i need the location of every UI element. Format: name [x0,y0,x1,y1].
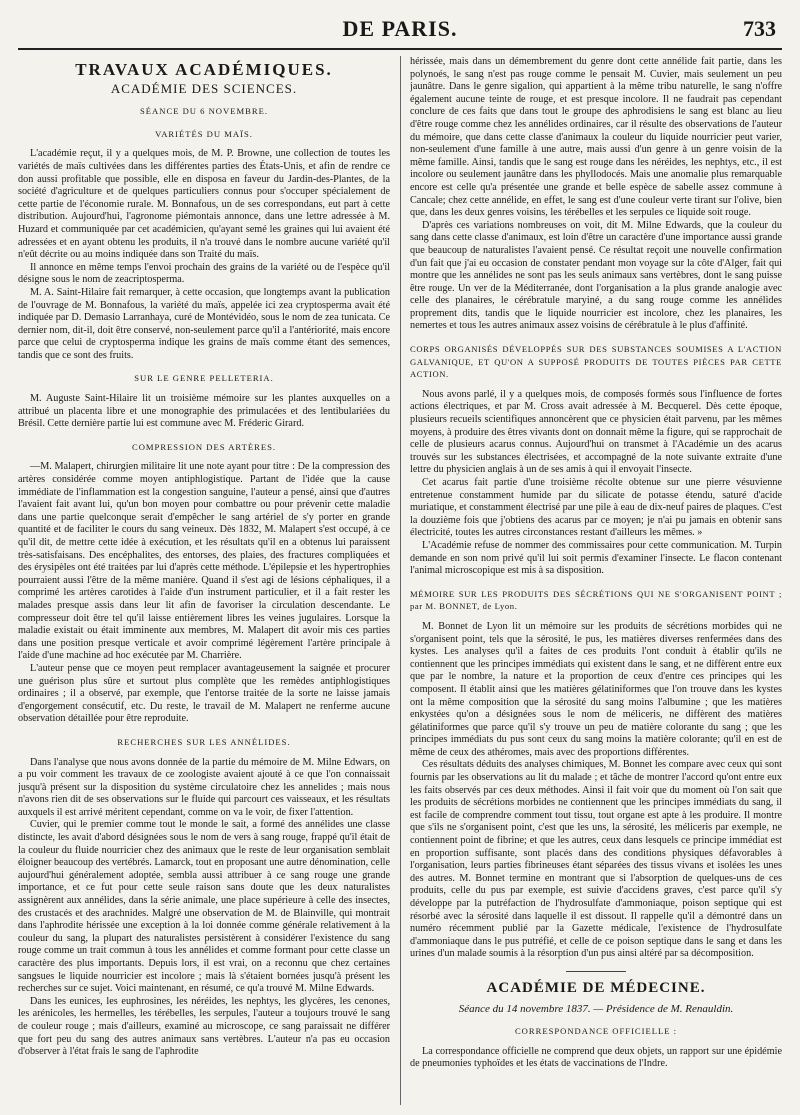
paragraph: D'après ces variations nombreuses on voit, dit M. Milne Edwards, que la couleur du sang dans cette classe d'animaux, est loin d'être un caractère d'une importance aussi grande que beaucoup de naturalistes l'avaient pensé. Ce résultat reçoit une nouvelle confirmation d'un fait que j'ai eu occasion de constater pendant mon voyage sur la côte d'Alger, fait qui montre que les annélides ne sont pas les seuls animaux sans vertèbres, dont le sang puisse être rouge. Un ver de la Méditerranée, dont l'organisation a la plus grande analogie avec celle des planaires, le cérébratule maryiné, a du sang rouge comme les annélides proprement dits, tandis que le liquide nourricier est incolore, chez les planaires, les nemertes et tous les autres animaux assez voisins de cérébratule à le plus d'affinité. [410,219,782,332]
column-divider [400,56,401,1105]
subheading-secretions: MÉMOIRE SUR LES PRODUITS DES SÉCRÉTIONS QUI NE S'ORGANISENT POINT ; par M. BONNET, de Lyon. [410,588,782,612]
paragraph: Ces résultats déduits des analyses chimiques, M. Bonnet les compare avec ceux qui sont fournis par les observations au lit du malade ; et tâche de montrer l'accord qu'ont entre eux les faits observés par ces deux méthodes. Ainsi il fait voir que du moment où l'on sait que les produits de sécrétions morbides ne contiennent que les principes immédiats du sang, il est facile de comprendre comment tout tissu, tout organe est apte à les produire. Il montre que s'ils ne s'organisent point, c'est que les uns, la sérosité, les méliceris par exemple, ne contiennent point de fibrine; et que les autres, ceux dans lesquels ce principe immédiat est en proportion suffisante, sont placés dans des conditions physiques défavorables à l'organisation, leurs parties fibrineuses étant séparées des tissus vivans et isolées les unes des autres. M. Bonnet termine en montrant que si l'absorption de quelques-uns de ces produits, celle du pus par exemple, est suivie d'accidens graves, c'est parce qu'il s'y développe par la putréfaction de l'hydrosulfate d'ammoniaque, poison septique qui est résorbé avec la sérosité dans laquelle il est dissout. Il rappelle qu'il a démontré dans un numéro récemment publié par la Gazette médicale, l'existence de l'hydrosulfate d'ammoniaque dans le pus putréfié, et celle de ce poison septique dans le sang et dans les urines d'un malade soumis à la résorption d'un pus ainsi altéré par sa décomposition. [410,759,782,960]
subheading-correspondance: CORRESPONDANCE OFFICIELLE : [514,1026,678,1037]
subheading-corps-organises: CORPS ORGANISÉS DÉVELOPPÉS SUR DES SUBSTANCES SOUMISES A L'ACTION GALVANIQUE, ET QU'ON A SUPPOSÉ PRODUITS DE TOUTES PIÈCES PAR CETTE ACTION. [410,344,782,380]
section-rule [566,971,626,972]
paragraph: M. Auguste Saint-Hilaire lit un troisième mémoire sur les plantes auxquelles on a attribué un placenta libre et une monographie des primulacées et des lentibulariées du Brésil. Cette dernière partie lui est commune avec M. Fréderic Girard. [18,393,390,430]
paragraph: Nous avons parlé, il y a quelques mois, de composés formés sous l'influence de fortes actions électriques, et par M. Cross avait adressée à M. Becquerel. Dès cette époque, plusieurs recueils scientifiques annoncèrent que ce physicien était parvenu, par les mêmes moyens, à produire des êtres vivants dont on donnait même la figure, qui se rapprochait de celle de plusieurs acarus connus. Aujourd'hui on transmet à l'Académie un des acarus trouvés sur les substances électrisées, et accompagné de la note suivante extraite d'une lettre du physicien anglais à un de ses amis à qui il envoyait l'insecte. [410,388,782,476]
paragraph: La correspondance officielle ne comprend que deux objets, un rapport sur une épidémie de pneumonies typhoïdes et les états de vaccinations de l'Indre. [410,1045,782,1070]
page-number: 733 [743,16,776,41]
right-column [410,56,782,1105]
seance-date: SÉANCE DU 6 NOVEMBRE. [140,106,268,117]
left-column [18,56,390,1105]
paragraph: Dans les eunices, les euphrosines, les néréides, les nephtys, les glycères, les cenones, les arénicoles, les hermelles, les térébelles, les serpules, l'auteur a toujours trouvé le sang de couleur rouge ; mais d'ailleurs, examiné au microscope, ce sang paraissait ne différer que fort peu du sang des autres animaux sans vertèbres. L'auteur n'a pas eu occasion d'observer à l'état frais le sang de l'aphrodite [18,995,390,1058]
paragraph: Cuvier, qui le premier comme tout le monde le sait, a formé des annélides une classe distincte, les avait d'abord désignées sous le nom de vers à sang rouge, frappé qu'il était de la couleur du fluide nourricier chez des animaux que le reste de leur organisation semblait éloigner beaucoup des vertébrés. Lamarck, tout en proposant une autre dénomination, celle aujourd'hui généralement adoptée, sembla aussi attribuer à ce sang rouge une grande importance, et ce fut pour cette seule raison sans doute que les deux naturalistes assignèrent aux annélides, dans la série animale, une place supérieure à celle des insectes, des crustacés et des arachnides. Malgré une observation de M. de Blainville, qui montrait dans l'aphrodite hérissée une exception à la loi donnée comme générale relativement à la couleur du sang, la plupart des naturalistes persistèrent à considérer l'existence du sang rouge comme un trait commun à tous les annélides et comme formant pour cette classe un caractère des plus importants. Depuis lors, il est vrai, on a reconnu que chez certaines sangsues le liquide nourricier est incolore ; mais là s'étaient bornées jusqu'à présent les recherches sur ce sujet. Voici maintenant, en résumé, ce qu'a trouvé M. Milne Edwards. [18,819,390,995]
subheading-compression: COMPRESSION DES ARTÈRES. [131,441,277,452]
header-rule [18,48,782,50]
subheading-pelleteria: SUR LE GENRE PELLETERIA. [134,373,274,384]
paragraph: L'académie reçut, il y a quelques mois, de M. P. Browne, une collection de toutes les variétés de maïs cultivées dans les différentes parties des États-Unis, et afin de rendre ce don aussi profitable que possible, elle en disposa en faveur du Jardin-des-Plantes, de la société d'agriculture et de quelques particuliers connus pour s'occuper spécialement de cette partie de l'économie rurale. M. Bonnafous, un de ses correspondans, eut part à cette distribution. Aujourd'hui, l'agronome piémontais annonce, dans une lettre adressée à M. Huzard et communiquée par cet académicien, qu'ayant semé les graines qui lui avaient été adressées et en ayant obtenu les produits, il n'a trouvé dans le nombre aucune variété qu'il n'eût décrite ou au moins indiquée dans son Traité du maïs. [18,148,390,261]
subheading-mais: VARIÉTÉS DU MAÏS. [155,128,253,139]
paragraph: Dans l'analyse que nous avons donnée de la partie du mémoire de M. Milne Edwars, on a pu voir comment les travaux de ce zoologiste avaient ajouté à ce que l'on connaissait jusqu'à présent sur la disposition du système circulatoire chez les annelides ; mais nous n'avons rien dit de ses observations sur le fluide qui parcourt ces vaisseaux, et les résultats auxquels il est arrivé méritent cependant, comme on va le voir, de fixer l'attention. [18,756,390,818]
subheading-annelides: RECHERCHES SUR LES ANNÉLIDES. [117,736,291,747]
paragraph: L'Académie refuse de nommer des commissaires pour cette communication. M. Turpin demande en son nom privé qu'il lui soit permis d'examiner l'insecte. Le flacon contenant l'animal microscopique est mis à sa disposition. [410,539,782,577]
paragraph: —M. Malapert, chirurgien militaire lit une note ayant pour titre : De la compression des artères considérée comme moyen antiphlogistique. Partant de l'idée que la cause immédiate de l'inflammation est la congestion sanguine, l'auteur a pensé, ainsi que d'autres l'avaient fait avant lui, qu'un bon moyen pour combattre ou pour prévenir cette maladie dans une partie quelconque serait d'empêcher le sang artériel de s'y porter en grande quantité et de faciliter le cours du sang veineux. Dès 1832, M. Malapert s'est occupé, à ce qu'il dit, de mettre cette idée à exécution, et les résultats qu'il en a obtenus lui paraissent très-satisfaisans. Des encéphalites, des entorses, des plaies, des fractures compliquées et des érysipèles ont été traitées par lui d'après cette méthode. L'épilepsie et les hypertrophies pourraient aussi l'être de la même manière. Quand il s'est agi de lésions céphaliques, il a comprimé les artères carotides à l'aide d'un instrument particulier, et il a fait rester les malades presque assis dans leur lit afin de favoriser la circulation descendante. Le compresseur doit être tel qu'il laisse entièrement libres les veines jugulaires. Lorsque la maladie existait ou était imminente aux membres, M. Malapert dit avoir mis ces parties dans une position presque verticale et avoir comprimé légèrement l'artère principale à l'aide d'une machine ad hoc exécutée par M. Charrière. [18,461,390,662]
paragraph: Cet acarus fait partie d'une troisième récolte obtenue sur une pierre vésuvienne entretenue constamment humide par du silicate de potasse étendu, saturé d'acide muriatique, et constamment électrisé par une pile à eau de dix-neuf paires de plaques. C'est la douzième fois que j'obtiens des acarus par ce moyen; je n'ai pu jamais en obtenir sans électricité, toutes les autres circonstances restant d'ailleurs les mêmes. » [410,477,782,539]
running-title: DE PARIS. [342,16,458,41]
paragraph: Il annonce en même temps l'envoi prochain des grains de la variété ou de l'espèce qu'il désigne sous le nom de zeacriptosperma. [18,261,390,286]
paragraph: hérissée, mais dans un démembrement du genre dont cette annélide fait partie, dans les polynoés, le sang n'est pas rouge comme le pensait M. Cuvier, mais seulement un peu jaunâtre. Dans le genre sigalion, qui appartient à la même tribu naturelle, le sang n'offre également aucune teinte de rouge, et est presque incolore. Il ne faudrait pas cependant conclure de ces faits que dans tout le groupe des aphrodisiens le sang est blanc au lieu d'être rouge comme chez les annélides ordinaires, car il résulte des observations de l'auteur du mémoire, que dans cette classe d'animaux la couleur du liquide nourricier peut varier, non-seulement d'une famille à une autre, mais aussi d'un genre à un genre voisin de la même famille. Ainsi, tandis que le sang est rouge dans les néréides, les nephtys, etc., il est incolore ou seulement jaunâtre dans les phyllodocés. Mais une anomalie plus remarquable encore est celle qu'a présentée une grande et belle espèce de sabelle assez commune à Cancale; chez cette annélide, en effet, le sang est d'une couleur verte tirant sur l'olive, bien que, dans les deux genres voisins, les térébelles et les serpules ce liquide soit rouge. [410,56,782,219]
seance-medecine: Séance du 14 novembre 1837. — Présidence de M. Renauldin. [458,1002,734,1015]
academy-title: ACADÉMIE DES SCIENCES. [110,80,298,96]
page-header [18,14,782,48]
section-title: TRAVAUX ACADÉMIQUES. [75,60,333,79]
paragraph: M. Bonnet de Lyon lit un mémoire sur les produits de sécrétions morbides qui ne s'organisent point, tels que la sérosité, le pus, les matières diverses renfermées dans des kystes. Les analyses qu'il a faites de ces produits l'ont conduit à établir qu'ils ne contiennent que les principes immédiats qui existent dans le sang, et ne diffèrent entre eux que par le nombre, la nature et la proportion de ceux d'entre ces principes qui les composent. Il établit ainsi que les matières gélatiniformes que l'on trouve dans les kystes ont la même composition que la sérosité du sang moins l'albumine ; que les matières enkystées qu'on a désignées sous le nom de méliceris, ne diffèrent des matières gélatiniformes que parce qu'il s'y trouve un peu de matière colorante du sang ; que les principes immédiats du pus sont ceux du sang moins la matière colorante; qu'il en est de même de ceux des athéromes, mais avec des proportions différentes. [410,620,782,758]
paragraph: M. A. Saint-Hilaire fait remarquer, à cette occasion, que longtemps avant la publication de l'ouvrage de M. Bonnafous, la variété du maïs, appelée ici zea cryptosperma avait été indiquée par D. Demasio Larranhaya, curé de Montévidéo, sous le nom de zea tunicata. Ce dernier nom, dit-il, doit être conservé, non-seulement parce qu'il a l'antériorité, mais encore parce que celui de cryptosperma indique les grains de maïs comme étant des semences, tandis que ce sont des fruits. [18,286,390,361]
academy-medecine-title: ACADÉMIE DE MÉDECINE. [486,979,706,996]
paragraph: L'auteur pense que ce moyen peut remplacer avantageusement la saignée et procurer une guérison plus sûre et surtout plus complète que les remèdes antiphlogistiques ordinaires ; il a observé, par exemple, que l'entorse traitée de la sorte ne laisse jamais d'engorgement consécutif, etc. Du reste, le travail de M. Malapert ne renferme aucune observation détaillée pour être reproduite. [18,662,390,725]
